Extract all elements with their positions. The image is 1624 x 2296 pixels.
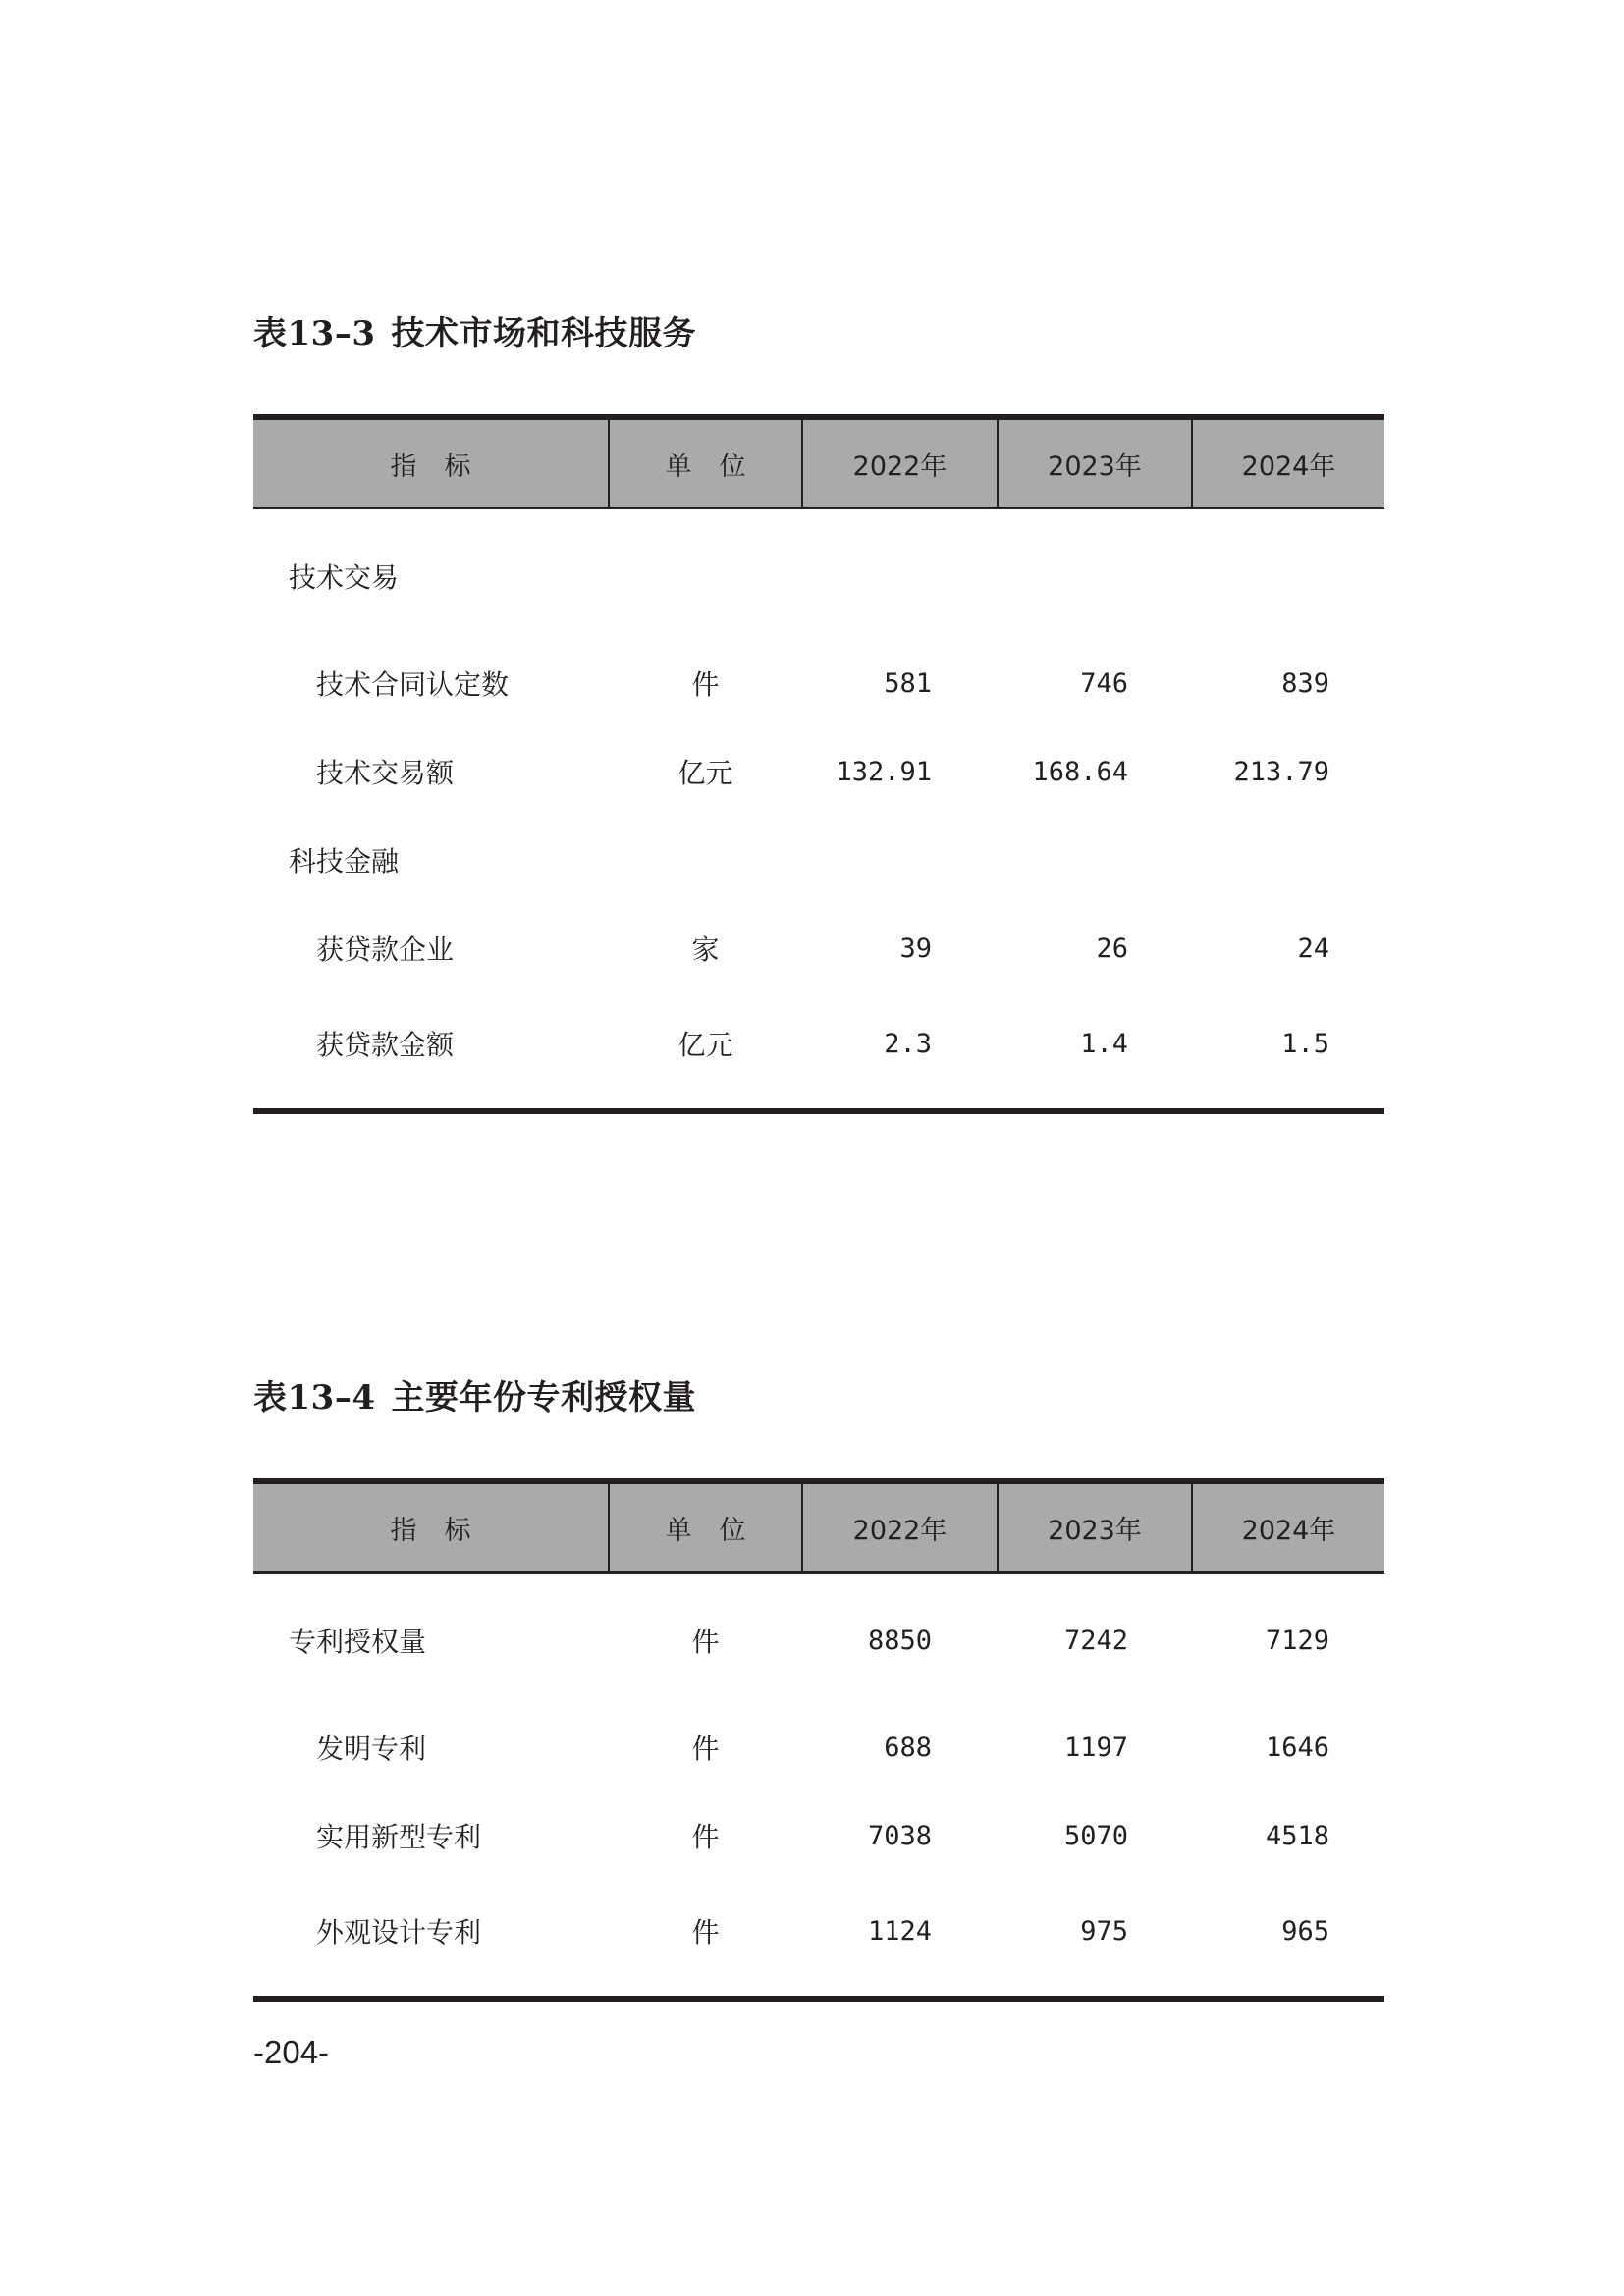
- value-2023: [998, 816, 1192, 904]
- header-year-2023: 2023年: [998, 1481, 1192, 1573]
- value-2022: 1124: [802, 1880, 998, 1999]
- row-unit: 件: [609, 1880, 802, 1999]
- row-name: 科技金融: [289, 845, 400, 878]
- row-name: 外观设计专利: [253, 1880, 609, 1999]
- table-row: [253, 508, 1384, 640]
- value-2024: 1.5: [1192, 992, 1384, 1111]
- value-2023: 1.4: [998, 992, 1192, 1111]
- row-name: 技术交易额: [316, 757, 455, 789]
- row-unit: 件: [691, 1821, 720, 1853]
- value-2024: 24: [1297, 933, 1329, 964]
- table-caption: 技术市场和科技服务: [391, 314, 696, 353]
- value-2022: 2.3: [802, 992, 998, 1111]
- table-row: [253, 816, 1384, 904]
- value-2023: [998, 508, 1192, 640]
- table-row: [253, 992, 1384, 1111]
- header-year-2024: 2024年: [1192, 417, 1384, 508]
- value-2023: 975: [998, 1880, 1192, 1999]
- header-row: [253, 1481, 1384, 1573]
- table-row: [253, 1703, 1384, 1791]
- table-row: [253, 1880, 1384, 1999]
- row-unit: 件: [691, 1733, 720, 1765]
- table-number: 表13–3: [253, 314, 376, 353]
- row-name: 技术交易: [289, 561, 400, 594]
- table-caption: 主要年份专利授权量: [391, 1378, 696, 1417]
- header-year-2024: 2024年: [1192, 1481, 1384, 1573]
- table-row: [253, 727, 1384, 816]
- table-number: 表13–4: [253, 1378, 376, 1417]
- table-row: [253, 1573, 1384, 1704]
- row-name: 发明专利: [316, 1733, 427, 1765]
- row-unit: 件: [691, 668, 720, 701]
- value-2022: 8850: [867, 1625, 932, 1656]
- table-13-3: [253, 414, 1384, 1114]
- value-2023: 1197: [1063, 1732, 1128, 1763]
- value-2024: [1192, 816, 1384, 904]
- value-2022: [802, 816, 998, 904]
- table-13-4: [253, 1478, 1384, 2002]
- header-year-2022: 2022年: [802, 417, 998, 508]
- value-2024: 839: [1281, 667, 1329, 699]
- row-name: 实用新型专利: [316, 1821, 482, 1853]
- row-unit: [609, 816, 802, 904]
- value-2024: 1646: [1265, 1732, 1329, 1763]
- value-2022: 132.91: [836, 756, 932, 787]
- table-row: [253, 1791, 1384, 1880]
- row-name: 专利授权量: [289, 1626, 427, 1658]
- table-row: [253, 639, 1384, 727]
- header-indicator: 指标: [253, 1481, 609, 1573]
- value-2024: 4518: [1265, 1820, 1329, 1851]
- table-13-4-title: [253, 1370, 696, 1418]
- value-2022: 688: [884, 1732, 932, 1763]
- header-indicator: 指标: [253, 417, 609, 508]
- value-2024: 213.79: [1233, 756, 1329, 787]
- value-2023: 7242: [1063, 1625, 1128, 1656]
- value-2024: [1192, 508, 1384, 640]
- table-13-3-title: [253, 306, 696, 354]
- value-2024: 7129: [1265, 1625, 1329, 1656]
- value-2022: 39: [899, 933, 932, 964]
- row-unit: 亿元: [677, 757, 733, 789]
- row-unit: 亿元: [609, 992, 802, 1111]
- value-2023: 168.64: [1032, 756, 1128, 787]
- row-name: 技术合同认定数: [316, 668, 510, 701]
- value-2023: 26: [1096, 933, 1128, 964]
- value-2022: 581: [884, 667, 932, 699]
- value-2022: [802, 508, 998, 640]
- value-2022: 7038: [867, 1820, 932, 1851]
- row-unit: 件: [691, 1626, 720, 1658]
- header-year-2023: 2023年: [998, 417, 1192, 508]
- page-number: -204-: [253, 2034, 330, 2070]
- table-row: [253, 904, 1384, 992]
- value-2024: 965: [1192, 1880, 1384, 1999]
- header-unit: 单位: [609, 1481, 802, 1573]
- value-2023: 5070: [1063, 1820, 1128, 1851]
- header-unit: 单位: [609, 417, 802, 508]
- value-2023: 746: [1080, 667, 1128, 699]
- row-unit: 家: [691, 934, 720, 966]
- header-row: [253, 417, 1384, 508]
- row-unit: [609, 508, 802, 640]
- row-name: 获贷款企业: [316, 934, 455, 966]
- row-name: 获贷款金额: [253, 992, 609, 1111]
- header-year-2022: 2022年: [802, 1481, 998, 1573]
